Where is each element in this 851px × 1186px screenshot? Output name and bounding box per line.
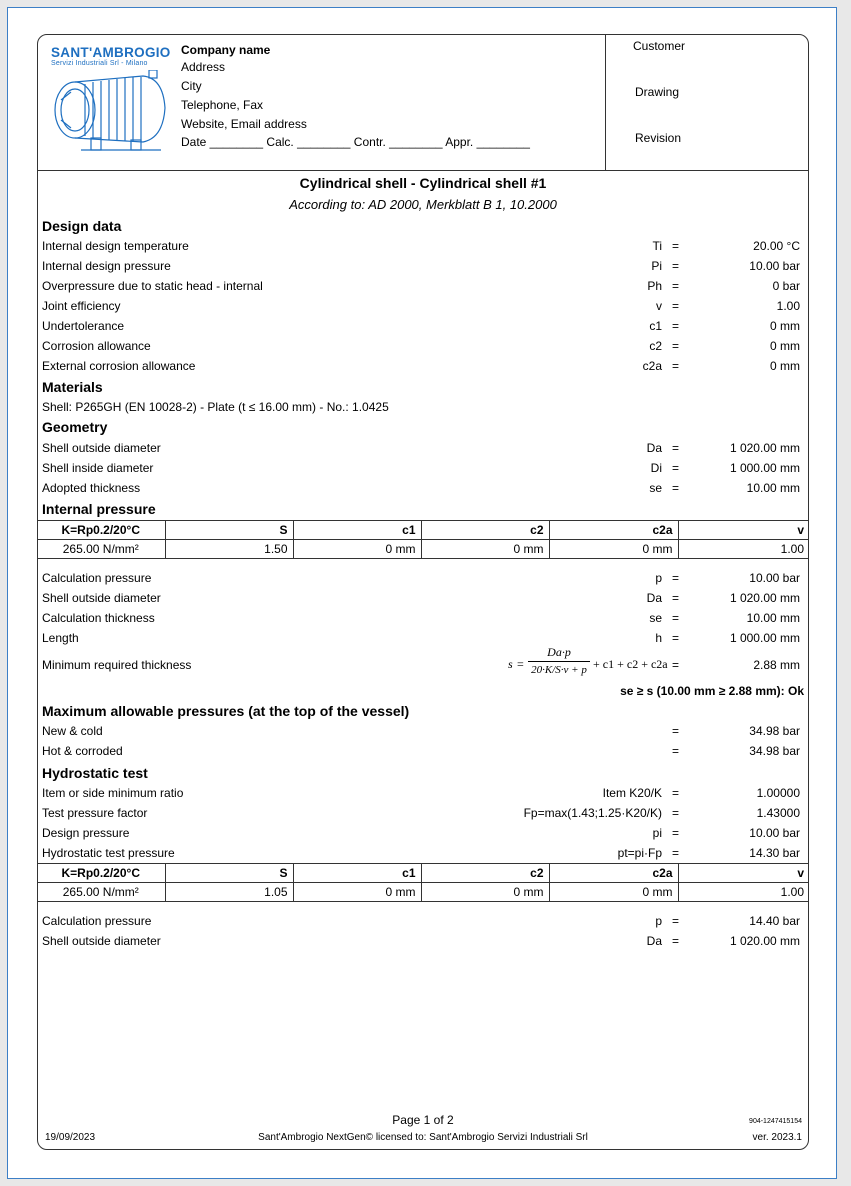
company-name: Company name [181, 43, 271, 57]
table-cell: 265.00 N/mm² [37, 540, 165, 559]
row-label: Shell outside diameter [42, 591, 161, 605]
table-cell: 0 mm [421, 883, 549, 902]
row-equals: = [672, 461, 680, 475]
row-label: Undertolerance [42, 319, 125, 333]
row-label: Overpressure due to static head - internal [42, 279, 263, 293]
row-value: 34.98 bar [749, 724, 800, 738]
row-symbol: v [656, 299, 662, 313]
row-equals: = [672, 786, 680, 800]
row-label: Joint efficiency [42, 299, 121, 313]
row-label: New & cold [42, 724, 103, 738]
formula-bar [528, 661, 590, 662]
table-header-cell: S [165, 864, 293, 883]
geometry-heading: Geometry [42, 419, 108, 435]
row-label: Shell outside diameter [42, 441, 161, 455]
row-equals: = [672, 611, 680, 625]
table-header-cell: c2 [421, 864, 549, 883]
row-value: 1 020.00 mm [729, 441, 800, 455]
row-value: 1.00000 [756, 786, 800, 800]
row-value: 14.30 bar [749, 846, 800, 860]
row-label: Design pressure [42, 826, 130, 840]
formula-s: s [508, 657, 513, 671]
row-value: 1.43000 [756, 806, 800, 820]
formula-numerator: Da·p [547, 645, 571, 659]
internal-pressure-heading: Internal pressure [42, 501, 156, 517]
row-value: 1 000.00 mm [729, 631, 800, 645]
heat-exchanger-logo-icon [51, 70, 175, 154]
table-cell: 0 mm [549, 540, 678, 559]
row-symbol: se [649, 611, 662, 625]
row-value: 0 mm [770, 339, 800, 353]
table-cell: 1.00 [678, 540, 809, 559]
company-phone: Telephone, Fax [181, 98, 264, 112]
table-header-cell: v [678, 864, 809, 883]
internal-pressure-table [37, 520, 809, 559]
row-symbol: se [649, 481, 662, 495]
row-value: 10.00 bar [749, 259, 800, 273]
row-label: Hydrostatic test pressure [42, 846, 175, 860]
row-equals: = [672, 279, 680, 293]
row-label: Shell outside diameter [42, 934, 161, 948]
row-label: Corrosion allowance [42, 339, 151, 353]
table-header-row [37, 521, 809, 540]
row-equals: = [672, 591, 680, 605]
row-equals: = [672, 806, 680, 820]
row-equals: = [672, 826, 680, 840]
row-equals: = [672, 571, 680, 585]
table-header-cell: c1 [293, 864, 421, 883]
table-cell: 1.00 [678, 883, 809, 902]
customer-label: Customer [633, 39, 686, 53]
row-equals: = [672, 299, 680, 313]
row-symbol: c1 [649, 319, 662, 333]
min-thickness-value: 2.88 mm [753, 658, 800, 672]
materials-heading: Materials [42, 379, 103, 395]
company-city: City [181, 79, 202, 93]
min-thickness-label: Minimum required thickness [42, 658, 192, 672]
row-value: 1.00 [776, 299, 800, 313]
min-thickness-equals: = [672, 658, 680, 672]
footer-license: Sant'Ambrogio NextGen© licensed to: Sant'Ambrogio Servizi Industriali Srl [258, 1132, 588, 1143]
table-header-cell: c2a [549, 864, 678, 883]
thickness-check: se ≥ s (10.00 mm ≥ 2.88 mm): Ok [620, 684, 804, 698]
hydrostatic-table [37, 863, 809, 902]
design-data-heading: Design data [42, 218, 122, 234]
row-value: 14.40 bar [749, 914, 800, 928]
row-equals: = [672, 319, 680, 333]
row-value: 10.00 bar [749, 826, 800, 840]
row-label: Shell inside diameter [42, 461, 154, 475]
row-equals: = [672, 744, 680, 758]
row-symbol: Pi [651, 259, 662, 273]
row-symbol: h [655, 631, 662, 645]
document-title: Cylindrical shell - Cylindrical shell #1 [299, 175, 547, 191]
row-value: 1 020.00 mm [729, 934, 800, 948]
formula-denominator: 20·K/S·v + p [531, 664, 587, 676]
table-cell: 0 mm [293, 883, 421, 902]
row-value: 0 mm [770, 359, 800, 373]
row-symbol: Di [650, 461, 662, 475]
row-equals: = [672, 631, 680, 645]
table-cell: 0 mm [293, 540, 421, 559]
row-equals: = [672, 481, 680, 495]
formula-tail: + c1 + c2 + c2a [593, 657, 668, 671]
row-equals: = [672, 441, 680, 455]
row-symbol: Item K20/K [602, 786, 662, 800]
row-symbol: Ph [647, 279, 662, 293]
table-header-cell: K=Rp0.2/20°C [37, 521, 165, 540]
row-symbol: Da [646, 591, 662, 605]
header-vertical-divider [605, 34, 606, 170]
row-value: 10.00 mm [746, 481, 800, 495]
footer-code: 904-1247415154 [749, 1118, 802, 1125]
row-symbol: Ti [652, 239, 662, 253]
row-label: Adopted thickness [42, 481, 141, 495]
row-symbol: c2a [642, 359, 662, 373]
row-equals: = [672, 914, 680, 928]
table-cell: 265.00 N/mm² [37, 883, 165, 902]
table-header-cell: v [678, 521, 809, 540]
max-allowable-heading: Maximum allowable pressures (at the top of the vessel) [42, 703, 410, 719]
materials-line: Shell: P265GH (EN 10028-2) - Plate (t ≤ 16.00 mm) - No.: 1.0425 [42, 400, 389, 414]
row-equals: = [672, 259, 680, 273]
row-label: Hot & corroded [42, 744, 123, 758]
row-symbol: Da [646, 934, 662, 948]
table-cell: 1.05 [165, 883, 293, 902]
row-equals: = [672, 846, 680, 860]
row-value: 0 mm [770, 319, 800, 333]
row-equals: = [672, 339, 680, 353]
table-cell: 0 mm [549, 883, 678, 902]
company-address: Address [181, 60, 226, 74]
signoff-line: Date ________ Calc. ________ Contr. ________ Appr. ________ [181, 135, 530, 149]
row-symbol: pi [652, 826, 662, 840]
table-row [37, 540, 809, 559]
row-value: 1 000.00 mm [729, 461, 800, 475]
document-subtitle: According to: AD 2000, Merkblatt B 1, 10.2000 [289, 197, 557, 212]
drawing-label: Drawing [635, 85, 680, 99]
hydrostatic-heading: Hydrostatic test [42, 765, 148, 781]
company-logo-subtitle: Servizi Industriali Srl - Milano [51, 60, 148, 67]
row-label: Test pressure factor [42, 806, 148, 820]
footer-date: 19/09/2023 [45, 1132, 96, 1143]
row-label: Calculation thickness [42, 611, 155, 625]
table-cell: 0 mm [421, 540, 549, 559]
row-label: Calculation pressure [42, 914, 152, 928]
row-value: 10.00 mm [746, 611, 800, 625]
row-value: 1 020.00 mm [729, 591, 800, 605]
table-row [37, 883, 809, 902]
table-header-row [37, 864, 809, 883]
row-symbol: Da [646, 441, 662, 455]
row-value: 20.00 °C [753, 239, 800, 253]
footer-version: ver. 2023.1 [752, 1132, 802, 1143]
table-header-cell: c2a [549, 521, 678, 540]
table-cell: 1.50 [165, 540, 293, 559]
table-header-cell: c2 [421, 521, 549, 540]
row-symbol: p [655, 914, 662, 928]
row-label: Length [42, 631, 79, 645]
row-value: 0 bar [772, 279, 800, 293]
row-label: Item or side minimum ratio [42, 786, 184, 800]
row-equals: = [672, 239, 680, 253]
row-value: 10.00 bar [749, 571, 800, 585]
row-symbol: c2 [649, 339, 662, 353]
row-label: Internal design temperature [42, 239, 189, 253]
row-label: Internal design pressure [42, 259, 171, 273]
row-symbol: Fp=max(1.43;1.25·K20/K) [523, 806, 662, 820]
company-logo-name: SANT'AMBROGIO [51, 45, 171, 60]
row-label: External corrosion allowance [42, 359, 196, 373]
row-label: Calculation pressure [42, 571, 152, 585]
row-value: 34.98 bar [749, 744, 800, 758]
header-divider [37, 170, 809, 171]
row-symbol: p [655, 571, 662, 585]
row-equals: = [672, 724, 680, 738]
page-number: Page 1 of 2 [392, 1113, 454, 1127]
row-equals: = [672, 359, 680, 373]
table-header-cell: S [165, 521, 293, 540]
table-header-cell: c1 [293, 521, 421, 540]
row-equals: = [672, 934, 680, 948]
row-symbol: pt=pi·Fp [617, 846, 662, 860]
formula-equals: = [517, 657, 524, 671]
company-website: Website, Email address [181, 117, 307, 131]
table-header-cell: K=Rp0.2/20°C [37, 864, 165, 883]
revision-label: Revision [635, 131, 682, 145]
